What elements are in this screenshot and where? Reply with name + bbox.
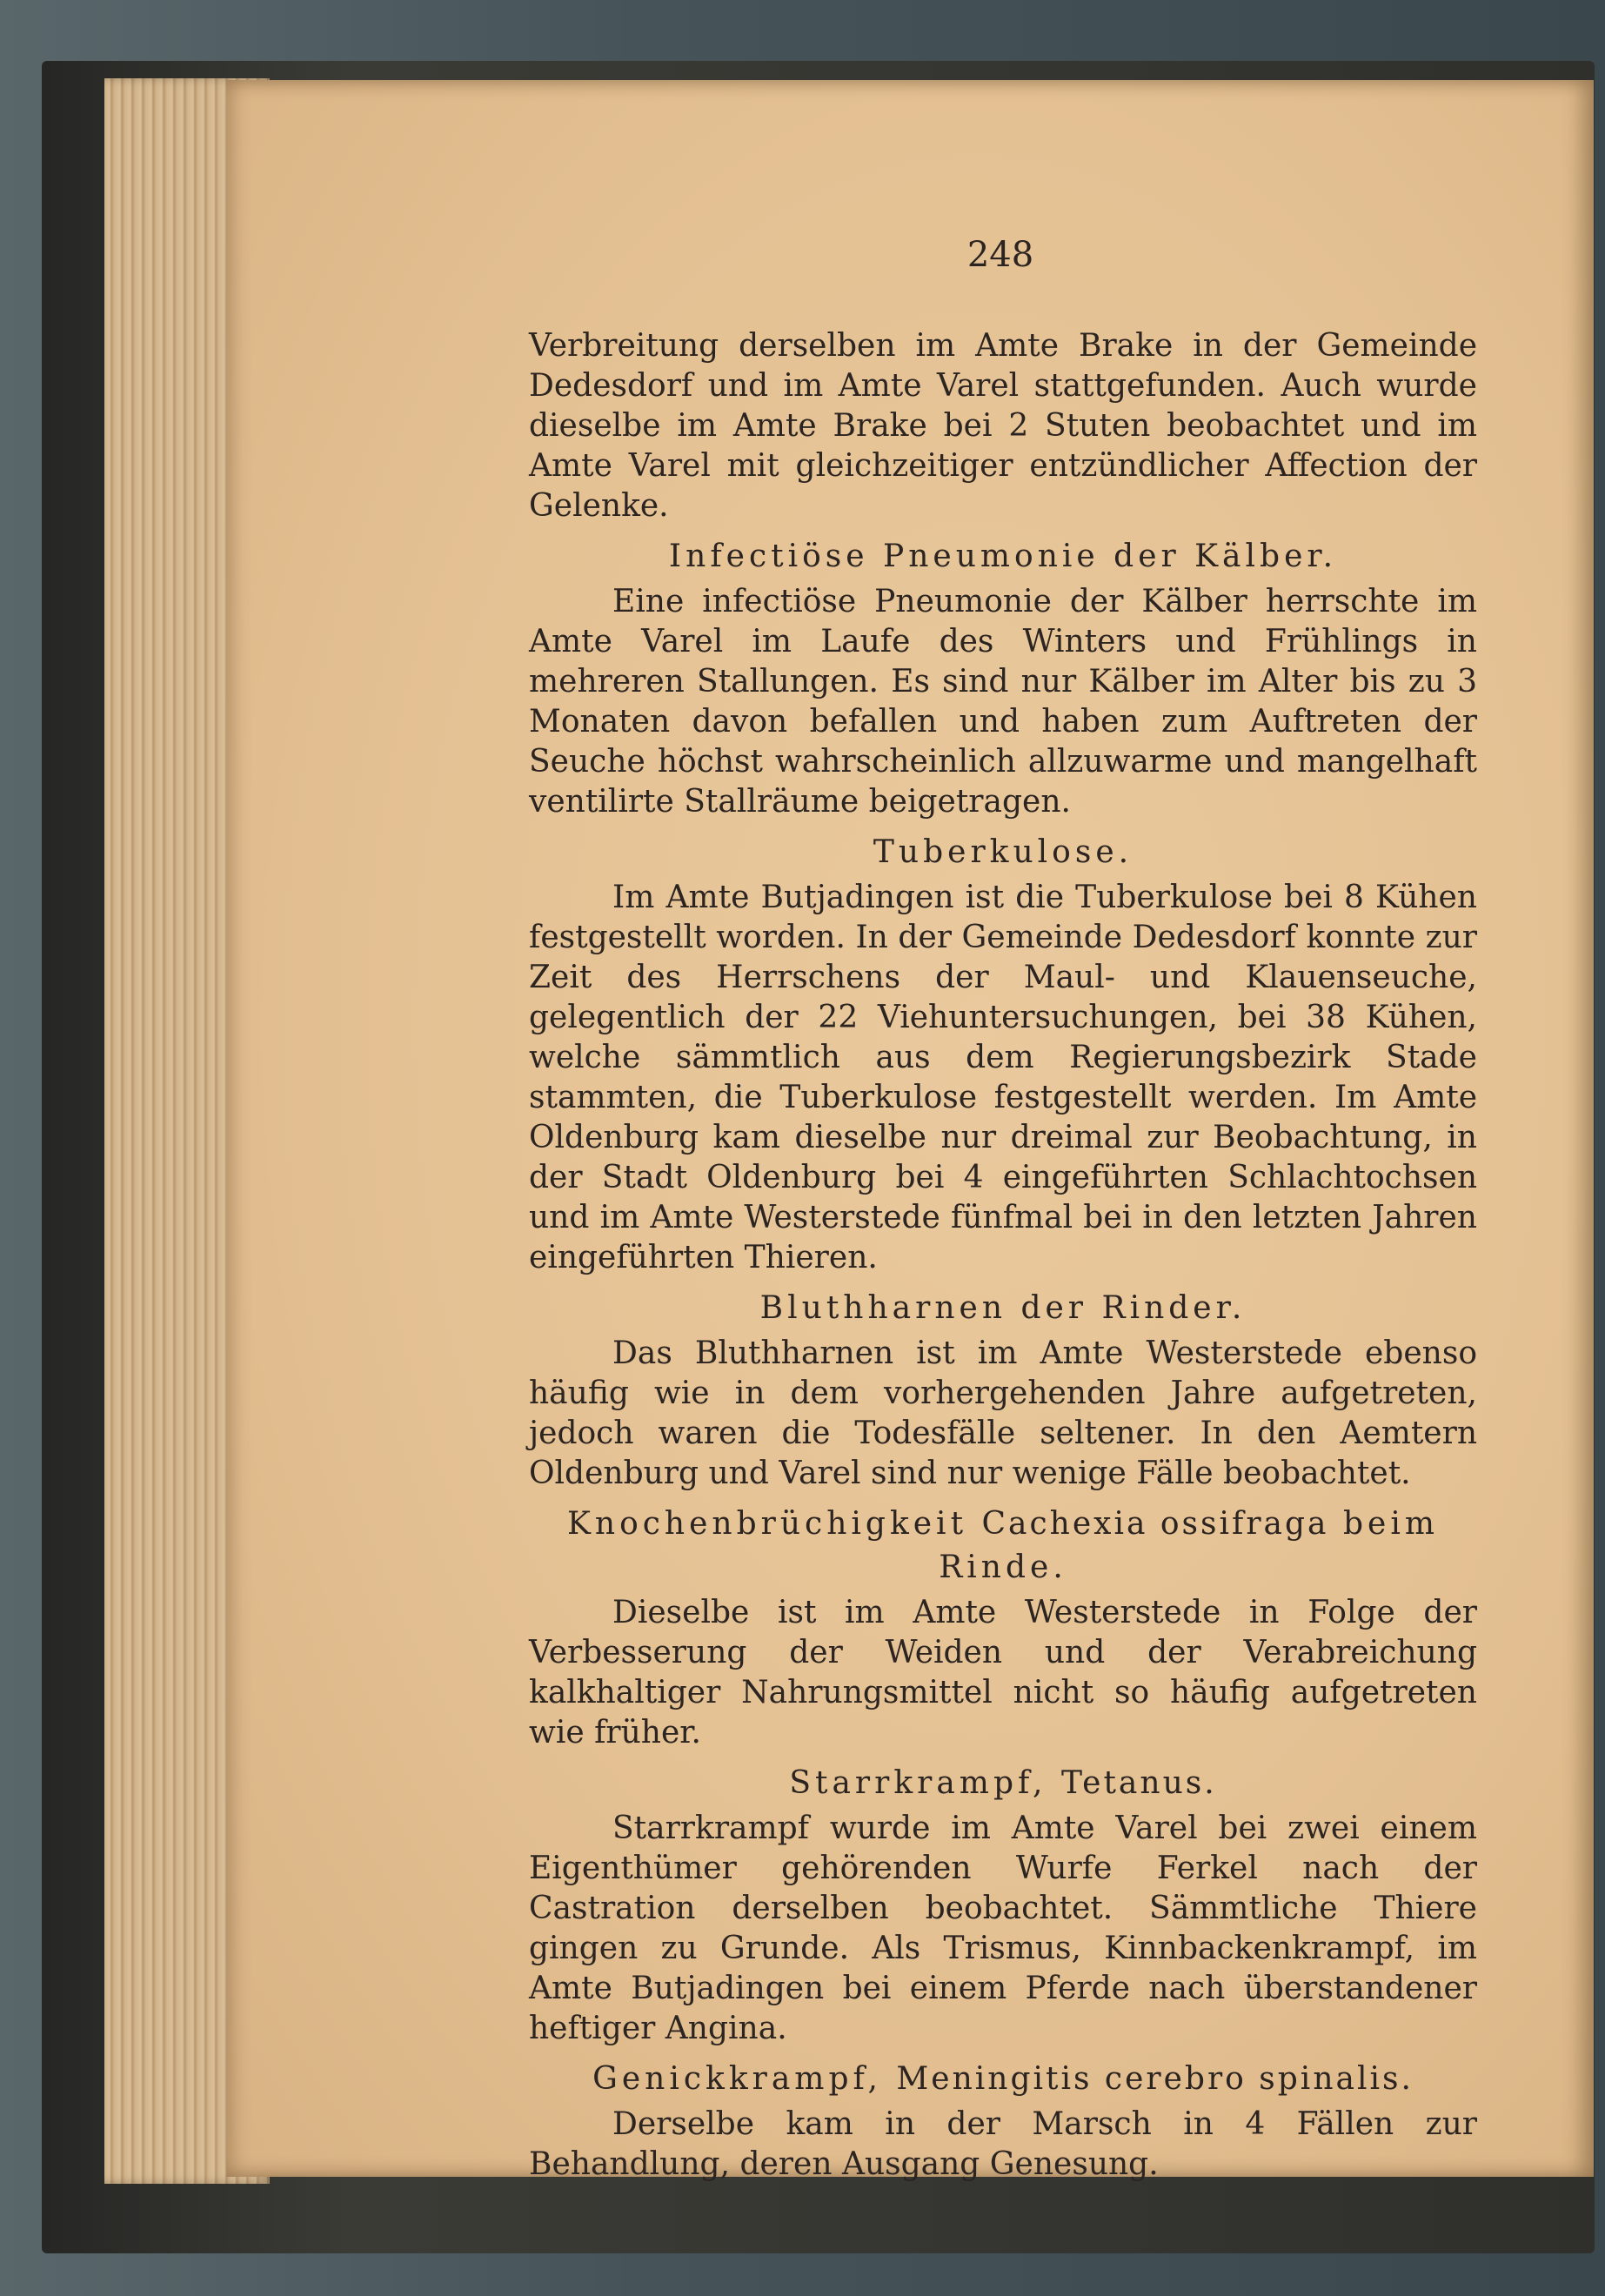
heading-bone-fragility-suffix: beim Rinde. bbox=[939, 1506, 1439, 1585]
heading-tetanus-latin: Tetanus. bbox=[1060, 1765, 1217, 1801]
paragraph-tetanus: Starrkrampf wurde im Amte Varel bei zwei einem Eigenthümer gehörenden Wurfe Ferkel nach der Castration derselben beobachtet. Sämmtliche Thiere gingen zu Grunde. Als Trismus, Kinnbackenkrampf, im Amte Butjadingen bei einem Pferde nach überstandener heftiger Angina. bbox=[529, 1811, 1477, 2046]
heading-tetanus-german: Starrkrampf, bbox=[789, 1765, 1047, 1801]
heading-bone-fragility-latin: Cachexia ossifraga bbox=[981, 1506, 1329, 1542]
heading-infectious-pneumonia: Infectiöse Pneumonie der Kälber. bbox=[668, 539, 1338, 574]
heading-meningitis-latin: Meningitis cerebro spinalis. bbox=[896, 2061, 1414, 2097]
heading-meningitis bbox=[529, 2058, 1477, 2101]
heading-tuberculosis: Tuberkulose. bbox=[873, 834, 1134, 870]
heading-tetanus bbox=[529, 1762, 1477, 1805]
paragraph-bone-fragility: Dieselbe ist im Amte Westerstede in Folge der Verbesserung der Weiden und der Verabreichung kalkhaltiger Nahrungsmittel nicht so häufig aufgetreten wie früher. bbox=[529, 1595, 1477, 1750]
paragraph-meningitis: Derselbe kam in der Marsch in 4 Fällen zur Behandlung, deren Ausgang Genesung. bbox=[529, 2106, 1477, 2182]
paragraph-tuberculosis: Im Amte Butjadingen ist die Tuberkulose bei 8 Kühen festgestellt worden. In der Gemeinde Dedesdorf konnte zur Zeit des Herrschens der Maul- und Klauenseuche, gelegentlich der 22 Viehuntersuchungen, bei 38 Kühen, welche sämmtlich aus dem Regierungsbezirk Stade stammten, die Tuberkulose festgestellt werden. Im Amte Oldenburg kam dieselbe nur dreimal zur Beobachtung, in der Stadt Oldenburg bei 4 eingeführten Schlachtochsen und im Amte Westerstede fünfmal bei in den letzten Jahren eingeführten Thieren. bbox=[529, 880, 1477, 1275]
heading-meningitis-german: Genickkrampf, bbox=[592, 2061, 882, 2097]
paragraph-haematuria: Das Bluthharnen ist im Amte Westerstede ebenso häufig wie in dem vorhergehenden Jahre aufgetreten, jedoch waren die Todesfälle seltener. In den Aemtern Oldenburg und Varel sind nur wenige Fälle beobachtet. bbox=[529, 1335, 1477, 1491]
heading-haematuria: Bluthharnen der Rinder. bbox=[759, 1290, 1247, 1326]
paragraph-pneumonia: Eine infectiöse Pneumonie der Kälber herrschte im Amte Varel im Laufe des Winters und Frühlings in mehreren Stallungen. Es sind nur Kälber im Alter bis zu 3 Monaten davon befallen und haben zum Auftreten der Seuche höchst wahrscheinlich allzuwarme und mangelhaft ventilirte Stallräume beigetragen. bbox=[529, 584, 1477, 820]
page-number: 248 bbox=[966, 235, 1034, 275]
paragraph-continuation: Verbreitung derselben im Amte Brake in der Gemeinde Dedesdorf und im Amte Varel stattgefunden. Auch wurde dieselbe im Amte Brake bei 2 Stuten beobachtet und im Amte Varel mit gleichzeitiger entzündlicher Affection der Gelenke. bbox=[529, 328, 1477, 524]
heading-bone-fragility bbox=[529, 1503, 1477, 1590]
heading-bone-fragility-german: Knochenbrüchigkeit bbox=[567, 1506, 968, 1542]
page-text bbox=[529, 231, 1477, 2185]
